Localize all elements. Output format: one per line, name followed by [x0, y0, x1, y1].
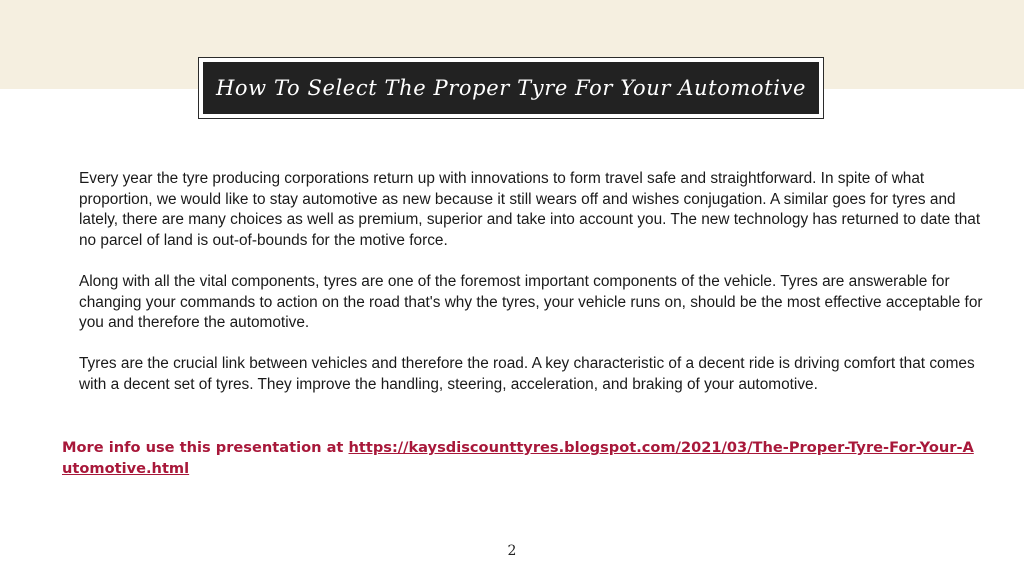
paragraph-1: Every year the tyre producing corporations return up with innovations to form travel safe and straightforward. In spite of what proportion, we would like to stay automotive as new because it still wears off and wishes conjugation. A similar goes for tyres and lately, there are many choices as well as premium, superior and take into account you. The new technology has returned to date that no parcel of land is out-of-bounds for the motive force.: [79, 170, 981, 249]
paragraph-2: Along with all the vital components, tyres are one of the foremost important components of the vehicle. Tyres are answerable for changing your commands to action on the road that's why the tyres, your vehicle runs on, should be the most effective acceptable for you and therefore the automotive.: [79, 272, 983, 332]
body-text: [79, 169, 984, 416]
more-info: [62, 438, 982, 479]
paragraph-3: Tyres are the crucial link between vehicles and therefore the road. A key characteristic of a decent ride is driving comfort that comes with a decent set of tyres. They improve the handling, steering, acceleration, and braking of your automotive.: [79, 355, 975, 393]
title-box: [203, 62, 819, 114]
title-frame: [198, 57, 824, 119]
page-number: 2: [507, 543, 517, 559]
presentation-link[interactable]: https://kaysdiscounttyres.blogspot.com/2021/03/The-Proper-Tyre-For-Your-Automotive.html: [62, 439, 974, 477]
slide-title: How To Select The Proper Tyre For Your Automotive: [215, 76, 807, 100]
more-info-label: More info use this presentation at: [62, 439, 349, 456]
